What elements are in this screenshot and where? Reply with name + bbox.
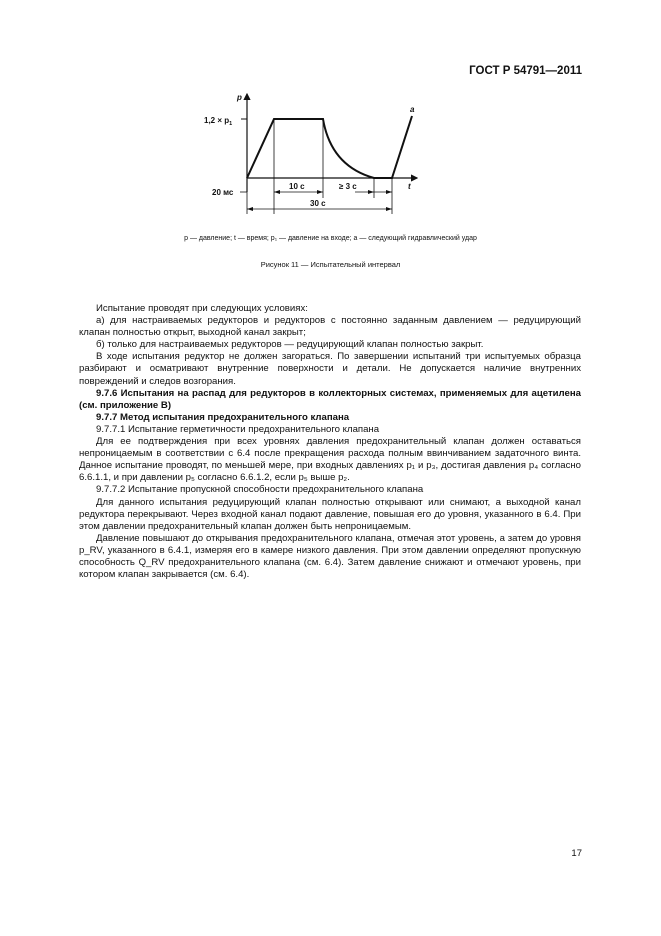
paragraph: а) для настраиваемых редукторов и редукторов с постоянно заданным давлением — редуцирующий клапан полностью открыт, выходной канал закрыт;	[79, 315, 581, 339]
level-label: $1,2 \times p_1$	[204, 116, 233, 127]
paragraph: Давление повышают до открывания предохранительного клапана, отмечая этот уровень, а затем до уровня p_RV, указанного в 6.4.1, измеряя его в камере низкого давления. При этом давлении определяют пропускную способность Q_RV предохранительного клапана (см. 6.4). Затем давление снижают и отмечают уровень, при котором клапан закрывается (см. 6.4).	[79, 532, 581, 581]
test-interval-diagram	[200, 88, 430, 223]
dim-30s: 30 с	[310, 199, 326, 208]
figure-caption: Рисунок 11 — Испытательный интервал	[260, 260, 401, 269]
next-hammer-label: a	[410, 105, 415, 114]
section-heading-977: 9.7.7 Метод испытания предохранительного клапана	[96, 411, 350, 423]
dim-3s: ≥ 3 с	[339, 182, 357, 191]
body-text	[79, 303, 581, 581]
section-heading-976: 9.7.6 Испытания на распад для редукторов в коллекторных системах, применяемых для ацетилена (см. приложение В)	[79, 387, 581, 411]
paragraph: Для ее подтверждения при всех уровнях давления предохранительный клапан должен оставаться непроницаемым в соответствии с 6.4 после прекращения расхода полным ввинчиванием задаточного винта. Данное испытание проводят, по меньшей мере, при входных давлениях p₁ и p₃, достигая давления p₄ согласно 6.6.1.1, и при давлении p₅ согласно 6.6.1.2, если p₅ выше p₂.	[79, 436, 581, 484]
paragraph: В ходе испытания редуктор не должен загораться. По завершении испытаний три испытуемых образца разбирают и осматривают внутренние поверхности и детали. Не допускается наличие внутренних повреждений и следов возгорания.	[79, 351, 581, 387]
page-number: 17	[571, 848, 582, 859]
pressure-time-graph	[200, 88, 430, 223]
paragraph: Испытание проводят при следующих условиях:	[96, 303, 308, 314]
paragraph: Для данного испытания редуцирующий клапан полностью открывают или снимают, а выходной канал редуктора перекрывают. Через входной канал подают давление, повышая его до уровня, указанного в 6.4. При этом давлении предохранительный клапан должен быть непроницаемым.	[79, 496, 581, 532]
figure-legend: p — давление; t — время; p₁ — давление на входе; a — следующий гидравлический удар	[184, 235, 477, 242]
t-axis-label: t	[408, 182, 411, 191]
subsection-heading-9771: 9.7.7.1 Испытание герметичности предохранительного клапана	[96, 423, 380, 435]
subsection-heading-9772: 9.7.7.2 Испытание пропускной способности предохранительного клапана	[96, 484, 424, 496]
dim-20ms: 20 мс	[212, 188, 234, 197]
pressure-curve	[247, 116, 412, 178]
p-axis-label: p	[237, 93, 242, 102]
dim-10s: 10 с	[289, 182, 305, 191]
document-code: ГОСТ Р 54791—2011	[469, 65, 582, 77]
paragraph: б) только для настраиваемых редукторов — редуцирующий клапан полностью закрыт.	[96, 339, 484, 351]
